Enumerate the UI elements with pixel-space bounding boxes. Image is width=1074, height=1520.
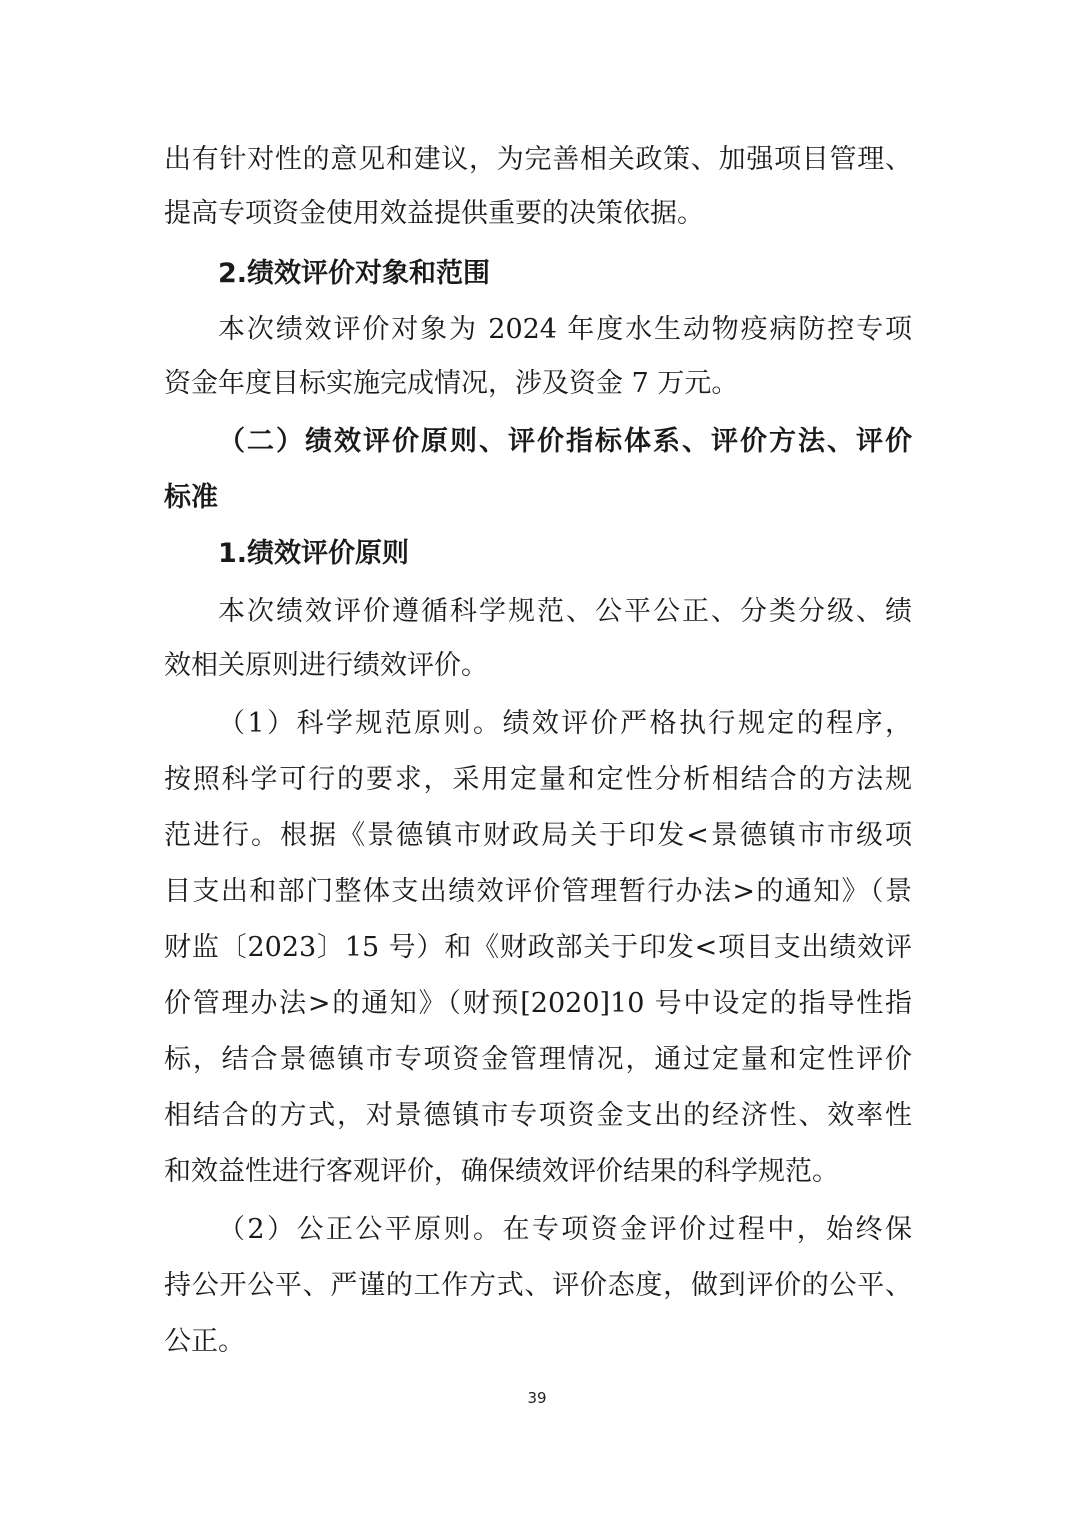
paragraph-line: 标，结合景德镇市专项资金管理情况，通过定量和定性评价 (164, 1044, 912, 1075)
paragraph-line: （2）公正公平原则。在专项资金评价过程中，始终保 (218, 1214, 912, 1245)
paragraph-line: 公正。 (164, 1326, 245, 1357)
paragraph-line: 范进行。根据《景德镇市财政局关于印发<景德镇市市级项 (164, 820, 912, 851)
paragraph-line: 本次绩效评价遵循科学规范、公平公正、分类分级、绩 (218, 596, 912, 627)
subsection-heading: 1.绩效评价原则 (218, 538, 410, 569)
paragraph-line: 按照科学可行的要求，采用定量和定性分析相结合的方法规 (164, 764, 912, 795)
paragraph-line: 财监〔2023〕15 号）和《财政部关于印发<项目支出绩效评 (164, 932, 912, 963)
paragraph-line: 价管理办法>的通知》（财预[2020]10 号中设定的指导性指 (164, 988, 912, 1019)
page-number: 39 (527, 1389, 547, 1407)
paragraph-line: 资金年度目标实施完成情况，涉及资金 7 万元。 (164, 368, 739, 399)
paragraph-line: 出有针对性的意见和建议，为完善相关政策、加强项目管理、 (164, 144, 912, 175)
paragraph-line: 效相关原则进行绩效评价。 (164, 650, 488, 681)
paragraph-line: 和效益性进行客观评价，确保绩效评价结果的科学规范。 (164, 1156, 839, 1187)
paragraph-line: 提高专项资金使用效益提供重要的决策依据。 (164, 198, 704, 229)
paragraph-line: 本次绩效评价对象为 2024 年度水生动物疫病防控专项 (218, 314, 912, 345)
section-heading: （二）绩效评价原则、评价指标体系、评价方法、评价 (218, 426, 912, 457)
paragraph-line: 持公开公平、严谨的工作方式、评价态度，做到评价的公平、 (164, 1270, 912, 1301)
section-heading: 2.绩效评价对象和范围 (218, 258, 491, 289)
paragraph-line: （1）科学规范原则。绩效评价严格执行规定的程序， (218, 708, 912, 739)
section-heading: 标准 (164, 482, 218, 513)
paragraph-line: 目支出和部门整体支出绩效评价管理暂行办法>的通知》（景 (164, 876, 912, 907)
paragraph-line: 相结合的方式，对景德镇市专项资金支出的经济性、效率性 (164, 1100, 912, 1131)
